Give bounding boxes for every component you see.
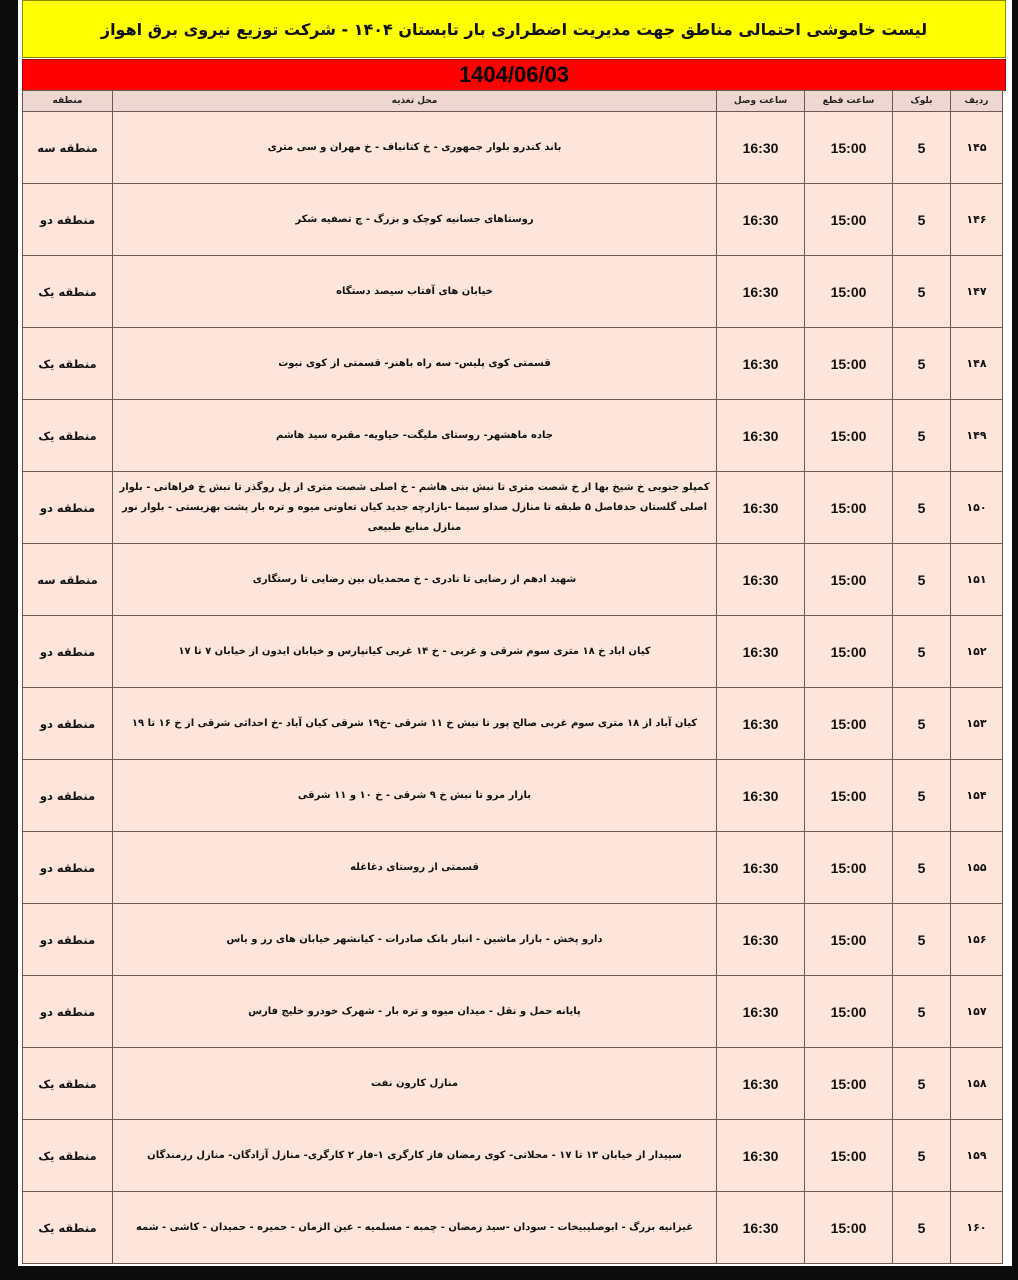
table-row: [23, 904, 1003, 976]
connect-time-cell: 16:30: [717, 976, 805, 1048]
cut-time-cell: 15:00: [805, 544, 893, 616]
location-cell: منازل کارون نفت: [113, 1048, 717, 1120]
cut-time-cell: 15:00: [805, 832, 893, 904]
connect-time-cell: 16:30: [717, 688, 805, 760]
connect-time-cell: 16:30: [717, 760, 805, 832]
title-banner: [22, 0, 1006, 58]
row-number-cell: ۱۵۹: [951, 1120, 1003, 1192]
location-cell: دارو پخش - بازار ماشین - انبار بانک صادرات - کیانشهر خیابان های رز و یاس: [113, 904, 717, 976]
location-cell: کیان آباد از ۱۸ متری سوم غربی صالح پور تا نبش خ ۱۱ شرقی -خ۱۹ شرقی کیان آباد -خ احداثی شرقی از خ ۱۶ تا ۱۹: [113, 688, 717, 760]
table-row: [23, 976, 1003, 1048]
cut-time-cell: 15:00: [805, 472, 893, 544]
region-cell: منطقه دو: [23, 760, 113, 832]
table-row: [23, 760, 1003, 832]
region-cell: منطقه یک: [23, 328, 113, 400]
cut-time-cell: 15:00: [805, 688, 893, 760]
block-cell: 5: [893, 256, 951, 328]
row-number-cell: ۱۵۶: [951, 904, 1003, 976]
region-cell: منطقه دو: [23, 472, 113, 544]
location-cell: باند کندرو بلوار جمهوری - خ کتانباف - خ مهران و سی متری: [113, 112, 717, 184]
block-cell: 5: [893, 832, 951, 904]
block-cell: 5: [893, 544, 951, 616]
region-cell: منطقه دو: [23, 688, 113, 760]
block-cell: 5: [893, 1192, 951, 1264]
block-cell: 5: [893, 688, 951, 760]
block-cell: 5: [893, 184, 951, 256]
region-cell: منطقه یک: [23, 1048, 113, 1120]
table-row: [23, 256, 1003, 328]
location-cell: سپیدار از خیابان ۱۳ تا ۱۷ - محلاتی- کوی رمضان فاز کارگری ۱-فاز ۲ کارگری- منازل آزادگان- منازل رزمندگان: [113, 1120, 717, 1192]
region-cell: منطقه دو: [23, 616, 113, 688]
connect-time-cell: 16:30: [717, 112, 805, 184]
block-cell: 5: [893, 1120, 951, 1192]
location-cell: قسمتی از روستای دغاغله: [113, 832, 717, 904]
cut-time-cell: 15:00: [805, 112, 893, 184]
connect-time-cell: 16:30: [717, 184, 805, 256]
cut-time-cell: 15:00: [805, 328, 893, 400]
region-cell: منطقه دو: [23, 976, 113, 1048]
page-title: لیست خاموشی احتمالی مناطق جهت مدیریت اضطراری بار تابستان ۱۴۰۴ - شرکت توزیع نیروی برق اهواز: [100, 19, 928, 39]
block-cell: 5: [893, 616, 951, 688]
row-number-cell: ۱۵۲: [951, 616, 1003, 688]
table-row: [23, 1120, 1003, 1192]
connect-time-cell: 16:30: [717, 616, 805, 688]
row-number-cell: ۱۵۱: [951, 544, 1003, 616]
location-cell: قسمتی کوی پلیس- سه راه باهنر- قسمتی از کوی نبوت: [113, 328, 717, 400]
block-cell: 5: [893, 472, 951, 544]
table-row: [23, 328, 1003, 400]
header-row-number: ردیف: [951, 91, 1003, 112]
cut-time-cell: 15:00: [805, 184, 893, 256]
region-cell: منطقه سه: [23, 544, 113, 616]
table-header-row: [23, 91, 1003, 112]
row-number-cell: ۱۴۶: [951, 184, 1003, 256]
connect-time-cell: 16:30: [717, 544, 805, 616]
block-cell: 5: [893, 1048, 951, 1120]
schedule-date: 1404/06/03: [458, 62, 570, 87]
connect-time-cell: 16:30: [717, 472, 805, 544]
region-cell: منطقه دو: [23, 832, 113, 904]
location-cell: شهید ادهم از رضایی تا نادری - خ محمدیان بین رضایی تا رستگاری: [113, 544, 717, 616]
header-location: محل تغذیه: [113, 91, 717, 112]
location-cell: پایانه حمل و نقل - میدان میوه و تره بار - شهرک خودرو خلیج فارس: [113, 976, 717, 1048]
region-cell: منطقه دو: [23, 904, 113, 976]
row-number-cell: ۱۴۷: [951, 256, 1003, 328]
connect-time-cell: 16:30: [717, 256, 805, 328]
connect-time-cell: 16:30: [717, 400, 805, 472]
location-cell: کیان اباد خ ۱۸ متری سوم شرقی و غربی - خ ۱۴ غربی کیانپارس و خیابان ایدون از خیابان ۷ تا ۱۷: [113, 616, 717, 688]
location-cell: غیزانیه بزرگ - ابوصلیبیخات - سودان -سید رمضان - چمبه - مسلمیه - عین الزمان - حمیره - حمیدان - کاشی - شمه: [113, 1192, 717, 1264]
row-number-cell: ۱۵۰: [951, 472, 1003, 544]
cut-time-cell: 15:00: [805, 1048, 893, 1120]
region-cell: منطقه یک: [23, 1192, 113, 1264]
header-cut-time: ساعت قطع: [805, 91, 893, 112]
block-cell: 5: [893, 112, 951, 184]
cut-time-cell: 15:00: [805, 400, 893, 472]
block-cell: 5: [893, 400, 951, 472]
block-cell: 5: [893, 328, 951, 400]
block-cell: 5: [893, 904, 951, 976]
header-block: بلوک: [893, 91, 951, 112]
table-row: [23, 1048, 1003, 1120]
table-row: [23, 688, 1003, 760]
region-cell: منطقه یک: [23, 256, 113, 328]
cut-time-cell: 15:00: [805, 616, 893, 688]
row-number-cell: ۱۵۸: [951, 1048, 1003, 1120]
header-connect-time: ساعت وصل: [717, 91, 805, 112]
row-number-cell: ۱۵۳: [951, 688, 1003, 760]
region-cell: منطقه دو: [23, 184, 113, 256]
connect-time-cell: 16:30: [717, 1048, 805, 1120]
cut-time-cell: 15:00: [805, 1120, 893, 1192]
document-sheet: [18, 0, 1012, 1266]
connect-time-cell: 16:30: [717, 1120, 805, 1192]
block-cell: 5: [893, 760, 951, 832]
date-banner: [22, 59, 1006, 91]
row-number-cell: ۱۴۵: [951, 112, 1003, 184]
table-row: [23, 544, 1003, 616]
cut-time-cell: 15:00: [805, 976, 893, 1048]
region-cell: منطقه سه: [23, 112, 113, 184]
connect-time-cell: 16:30: [717, 832, 805, 904]
block-cell: 5: [893, 976, 951, 1048]
row-number-cell: ۱۵۴: [951, 760, 1003, 832]
table-row: [23, 1192, 1003, 1264]
table-row: [23, 112, 1003, 184]
connect-time-cell: 16:30: [717, 328, 805, 400]
cut-time-cell: 15:00: [805, 1192, 893, 1264]
cut-time-cell: 15:00: [805, 760, 893, 832]
table-row: [23, 616, 1003, 688]
outage-table: [22, 90, 1003, 1264]
table-row: [23, 184, 1003, 256]
connect-time-cell: 16:30: [717, 1192, 805, 1264]
location-cell: کمپلو جنوبی خ شیخ بها از خ شصت متری تا نبش بنی هاشم - خ اصلی شصت متری از پل روگذر تا نبش خ فراهانی - بلوار اصلی گلستان حدفاصل ۵ طبقه تا منازل صداو سیما -بازارچه جدید کیان تعاونی میوه و تره بار پشت بهزیستی - بلوار نور منازل منابع طبیعی: [113, 472, 717, 544]
region-cell: منطقه یک: [23, 400, 113, 472]
header-region: منطقه: [23, 91, 113, 112]
table-row: [23, 832, 1003, 904]
cut-time-cell: 15:00: [805, 256, 893, 328]
row-number-cell: ۱۵۵: [951, 832, 1003, 904]
location-cell: بازار مرو تا نبش خ ۹ شرقی - خ ۱۰ و ۱۱ شرقی: [113, 760, 717, 832]
location-cell: خیابان های آفتاب سیصد دستگاه: [113, 256, 717, 328]
row-number-cell: ۱۴۹: [951, 400, 1003, 472]
row-number-cell: ۱۶۰: [951, 1192, 1003, 1264]
cut-time-cell: 15:00: [805, 904, 893, 976]
location-cell: جاده ماهشهر- روستای ملیگت- حیاویه- مقبره سید هاشم: [113, 400, 717, 472]
region-cell: منطقه یک: [23, 1120, 113, 1192]
row-number-cell: ۱۴۸: [951, 328, 1003, 400]
location-cell: روستاهای جسانیه کوچک و بزرگ - چ تصفیه شکر: [113, 184, 717, 256]
table-row: [23, 400, 1003, 472]
row-number-cell: ۱۵۷: [951, 976, 1003, 1048]
connect-time-cell: 16:30: [717, 904, 805, 976]
table-row: [23, 472, 1003, 544]
